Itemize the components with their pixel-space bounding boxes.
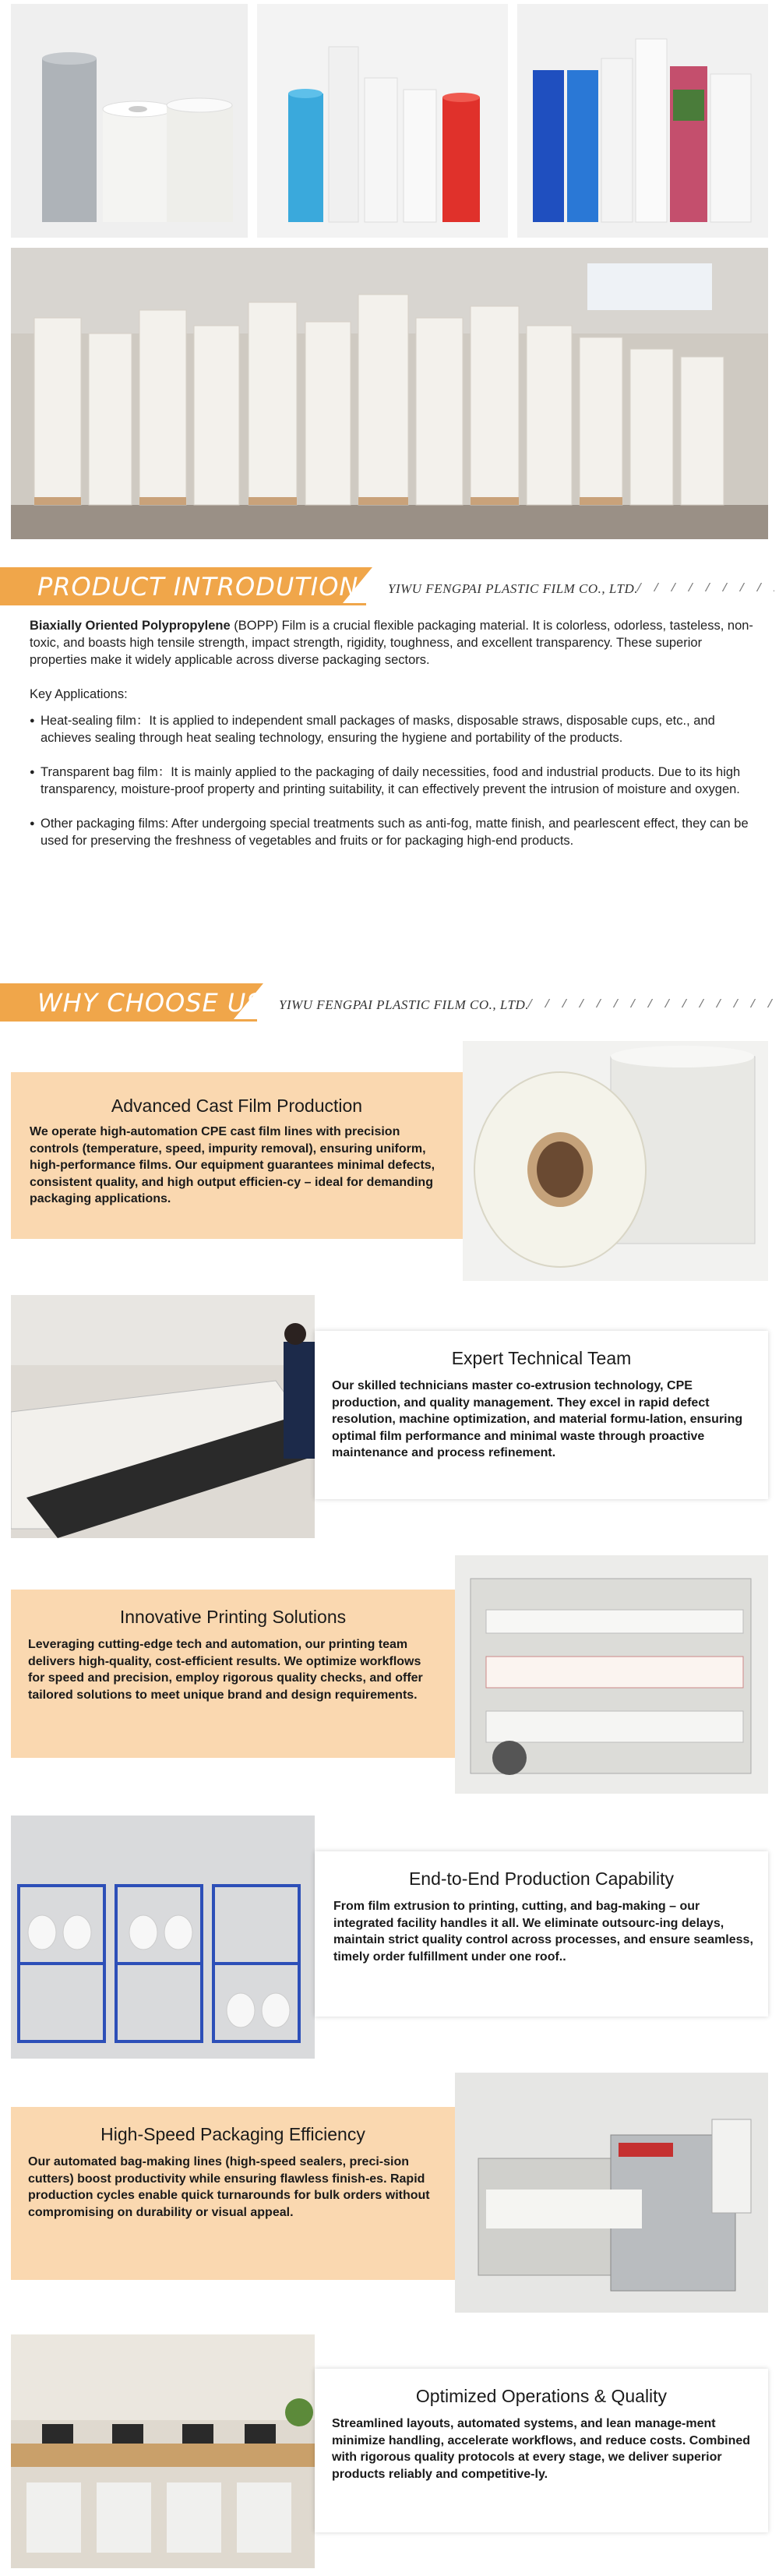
product-intro-body: [30, 617, 754, 866]
application-item-transparent-bag: ● Transparent bag film：It is mainly applied to the packaging of daily necessities, food and industrial products. Due to its high transparency, moisture-proof property and printing suitability, it can effectively prevent the intrusion of moisture and oxygen.: [30, 764, 754, 798]
feature-photo-film-roll: [463, 1041, 768, 1281]
intro-paragraph-rest: (BOPP) Film is a crucial flexible packaging material. It is colorless, odorless, tasteless, non-toxic, and boasts high tensile strength, impact strength, rigidity, toughness, and excellent transparency. These superior properties make it widely applicable across diverse packaging sectors.: [30, 619, 753, 667]
film-roll-illustration: [463, 1041, 768, 1281]
header-underline: [0, 603, 366, 605]
product-intro-title: PRODUCT INTRODUTION: [37, 572, 359, 602]
decorative-slashes: [636, 582, 774, 595]
feature-description: Leveraging cutting-edge tech and automation, our printing team delivers high-quality, cost-efficient results. We optimize workflows for speed and precision, employ rigorous quality checks, and offer tailored solutions to meet unique brand and design requirements.: [28, 1638, 423, 1702]
feature-photo-bag-making-line: [455, 2073, 768, 2313]
feature-title: High-Speed Packaging Efficiency: [100, 2124, 365, 2144]
rolls-illustration-3: [517, 4, 768, 238]
feature-description: We operate high-automation CPE cast film lines with precision controls (temperature, speed, impurity removal), ensuring uniform, high-performance films. Our equipment guarantees minimal defects, consistent quality, and high output efficien-cy – ideal for demanding packaging applications.: [30, 1125, 435, 1205]
feature-photo-printing-machine: [455, 1555, 768, 1794]
office-illustration: [11, 2334, 315, 2568]
company-name: YIWU FENGPAI PLASTIC FILM CO., LTD.: [279, 997, 529, 1012]
bag-making-illustration: [455, 2073, 768, 2313]
header-underline: [0, 1019, 257, 1022]
application-item-heat-sealing: ● Heat-sealing film：It is applied to independent small packages of masks, disposable straws, disposable cups, etc., and achieves sealing through heat sealing technology, ensuring the hygiene and portability of the products.: [30, 712, 754, 746]
key-applications-heading: Key Applications:: [30, 687, 128, 701]
feature-box-cast-film: [11, 1072, 463, 1239]
feature-photo-office: [11, 2334, 315, 2568]
application-item-other-films: ● Other packaging films: After undergoing special treatments such as anti-fog, matte finish, and pearlescent effect, they can be used for preserving the freshness of vegetables and fruits or for packaging high-end products.: [30, 815, 754, 849]
feature-box-operations: [315, 2369, 768, 2532]
feature-title: Innovative Printing Solutions: [119, 1607, 347, 1627]
product-photo-colored-rolls: [257, 4, 508, 238]
feature-photo-storage-racks: [11, 1816, 315, 2059]
why-choose-header: [0, 983, 779, 1019]
feature-box-end-to-end: [315, 1851, 768, 2017]
technician-illustration: [11, 1295, 315, 1538]
printing-machine-illustration: [455, 1555, 768, 1794]
warehouse-photo: [11, 248, 768, 539]
intro-paragraph: [30, 617, 754, 669]
warehouse-illustration: [11, 248, 768, 539]
decorative-slashes: [527, 998, 774, 1011]
feature-description: Streamlined layouts, automated systems, and lean manage-ment minimize handling, accelerate workflows, and reduce costs. Combined with rigorous quality protocols at every stage, we deliver superior products reliably and competitive-ly.: [332, 2417, 751, 2481]
feature-photo-technician: [11, 1295, 315, 1538]
product-intro-header: [0, 567, 779, 603]
feature-box-packaging: [11, 2107, 455, 2280]
storage-racks-illustration: [11, 1816, 315, 2059]
rolls-illustration-2: [257, 4, 508, 238]
feature-title: Advanced Cast Film Production: [111, 1096, 363, 1116]
feature-description: From film extrusion to printing, cutting, and bag-making – our integrated facility handles it all. We eliminate outsourc-ing delays, maintain strict quality control across processes, and ensure seamless, timely order fulfillment under one roof..: [333, 1900, 753, 1964]
feature-description: Our skilled technicians master co-extrusion technology, CPE production, and quality management. They excel in rapid defect resolution, machine optimization, and material formu-lation, ensuring optimal film performance and minimal waste through proactive maintenance and process refinement.: [332, 1379, 743, 1459]
product-photo-printed-rolls: [517, 4, 768, 238]
feature-description: Our automated bag-making lines (high-speed sealers, preci-sion cutters) boost productivity while ensuring flawless finish-es. Rapid production cycles enable quick turnarounds for bulk orders without compromising on durability or visual appeal.: [28, 2155, 430, 2219]
feature-title: Optimized Operations & Quality: [415, 2386, 668, 2406]
product-photo-grey-white-rolls: [11, 4, 248, 238]
why-choose-title: WHY CHOOSE US: [37, 988, 263, 1018]
rolls-illustration-1: [11, 4, 248, 238]
feature-box-printing: [11, 1590, 455, 1758]
intro-lead: Biaxially Oriented Polypropylene: [30, 619, 231, 633]
feature-title: End-to-End Production Capability: [408, 1868, 675, 1889]
company-name: YIWU FENGPAI PLASTIC FILM CO., LTD.: [388, 581, 638, 596]
feature-title: Expert Technical Team: [451, 1348, 632, 1368]
feature-box-technical-team: [315, 1331, 768, 1499]
